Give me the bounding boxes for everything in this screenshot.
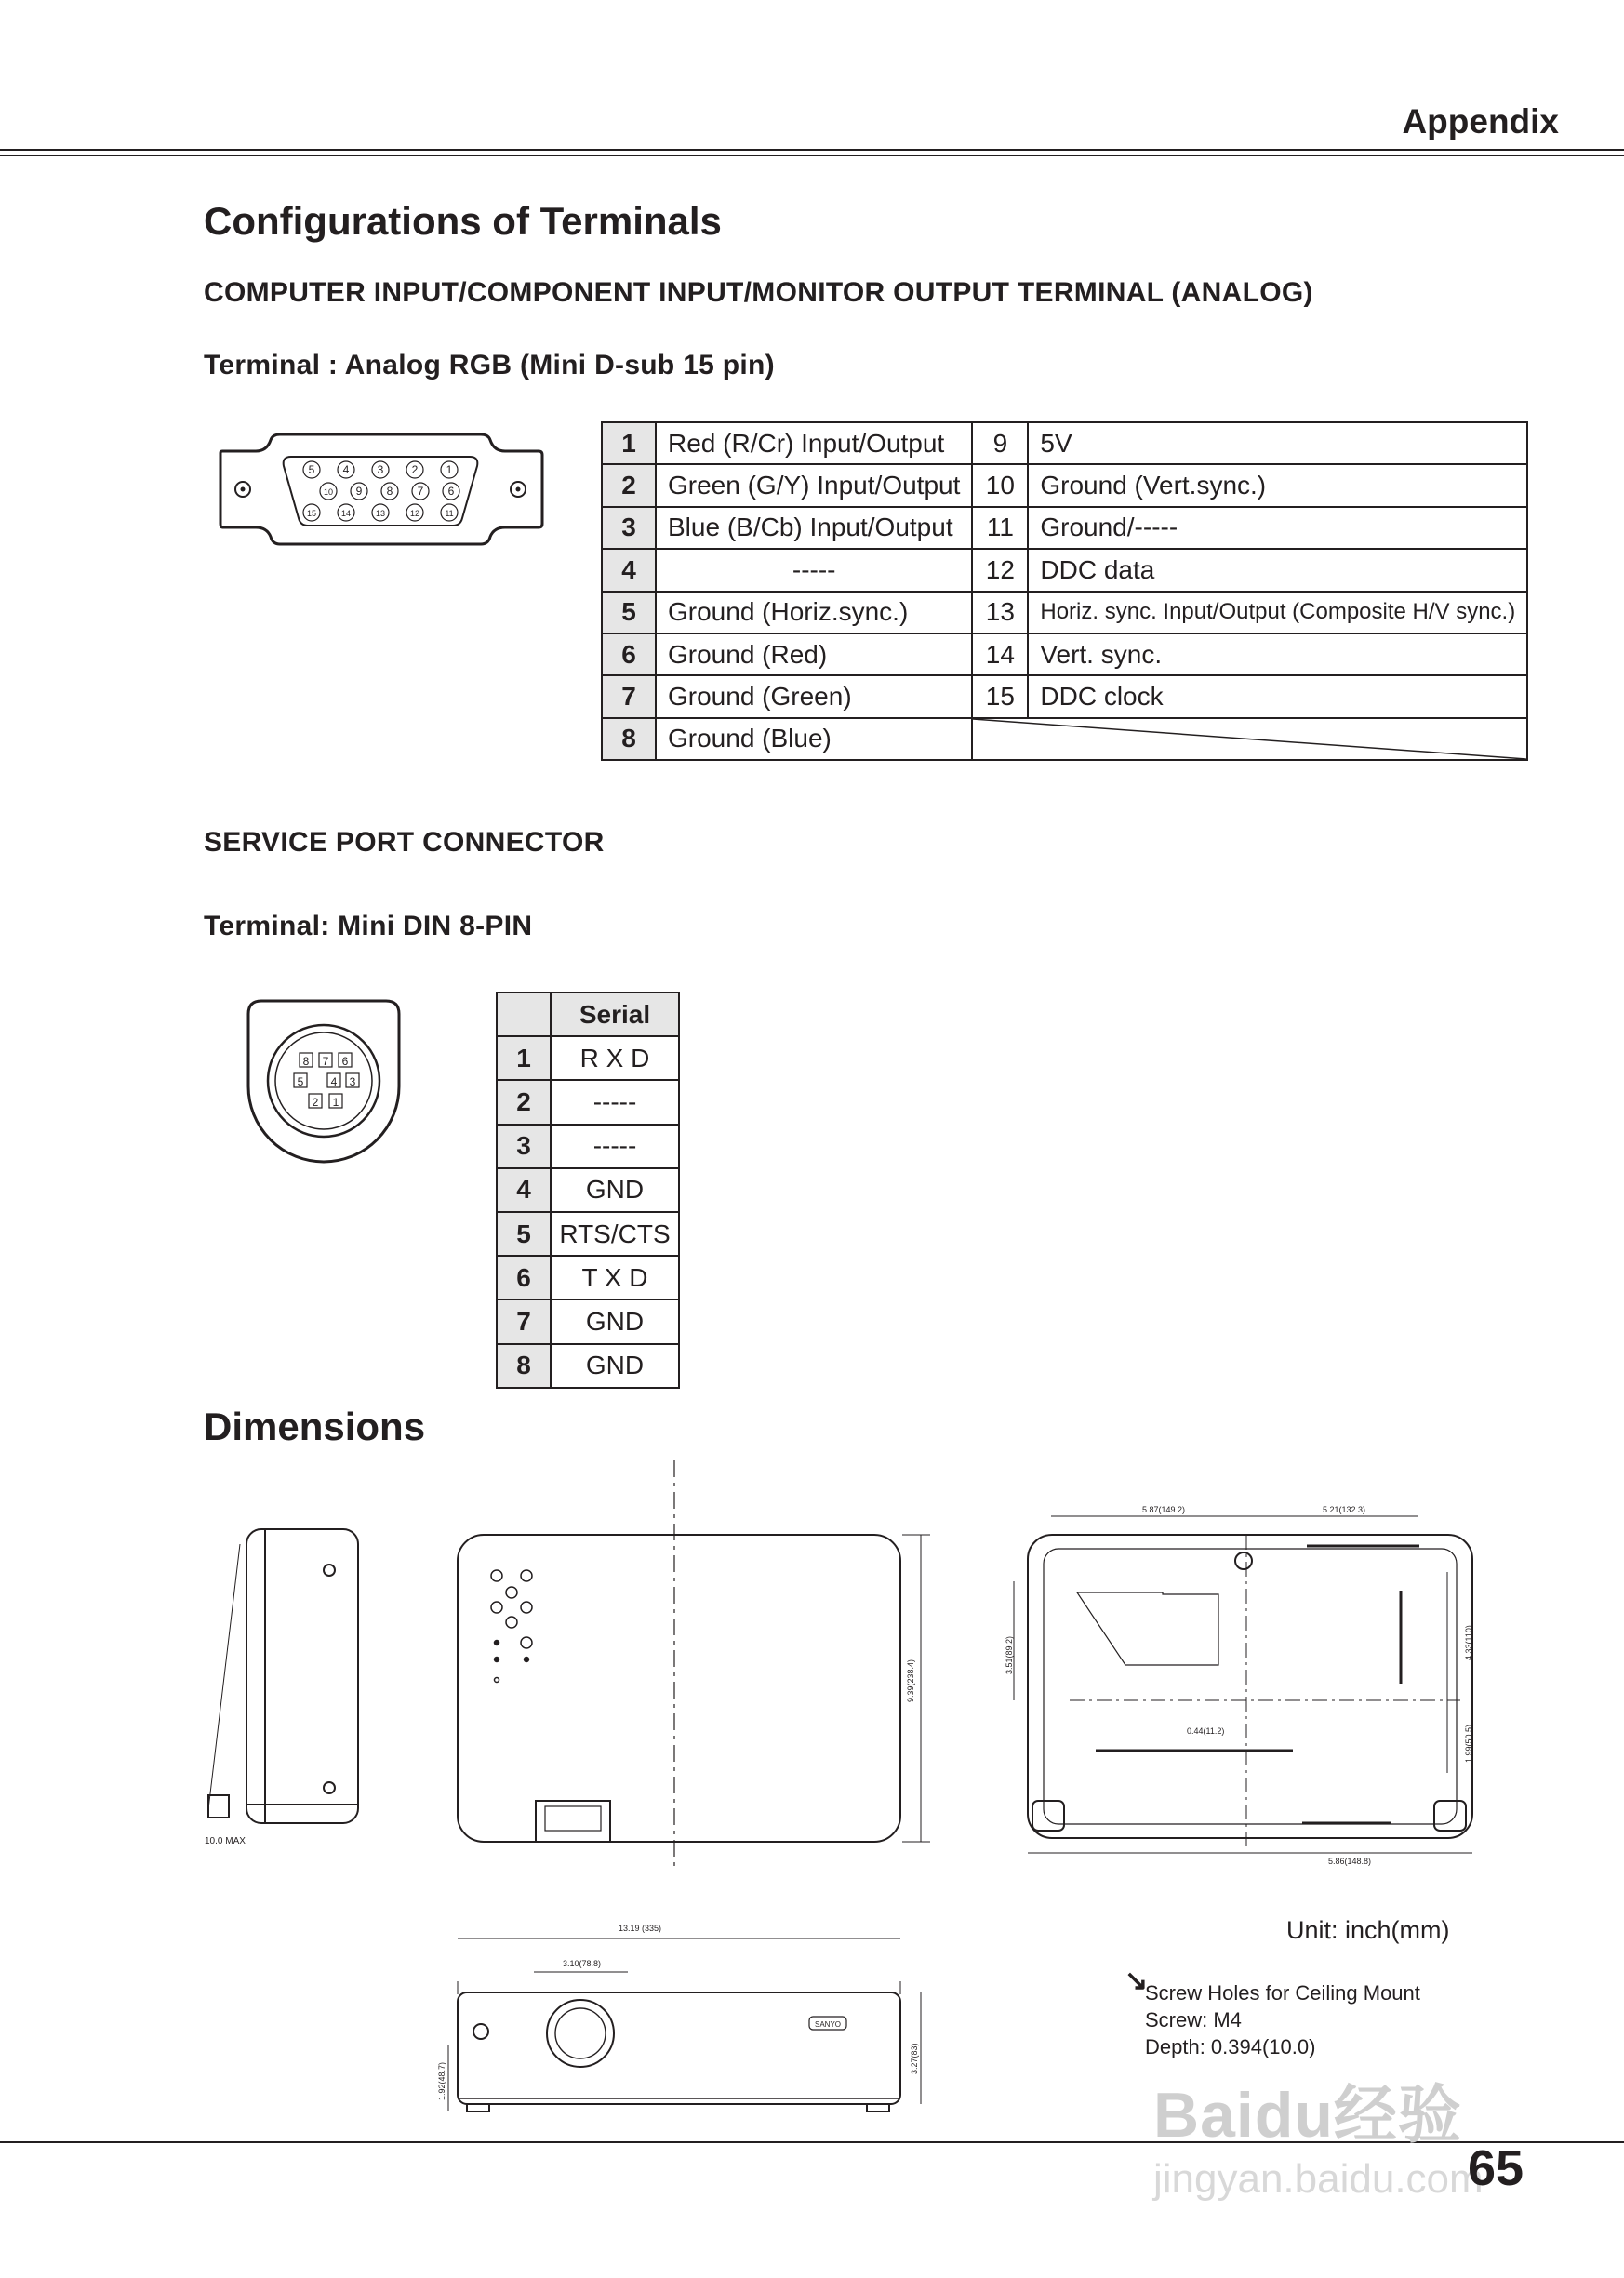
bottom-w1-label: 5.87(149.2) — [1142, 1505, 1186, 1514]
serial-pin-row — [497, 1125, 679, 1168]
pin-signal: GND — [551, 1344, 679, 1388]
pin-signal: Horiz. sync. Input/Output (Composite H/V sync.) — [1028, 592, 1527, 633]
pin-signal: Ground (Red) — [656, 633, 972, 675]
serial-pin-row — [497, 1168, 679, 1212]
bottom-w3-label: 5.86(148.8) — [1328, 1857, 1372, 1866]
front-lens-label: 3.10(78.8) — [563, 1959, 602, 1968]
serial-pin-row — [497, 1212, 679, 1256]
pin-signal: RTS/CTS — [551, 1212, 679, 1256]
pin-number: 14 — [972, 633, 1028, 675]
pin-number: 1 — [602, 422, 656, 464]
din-pin-label: 8 — [302, 1055, 310, 1068]
pin-signal: ----- — [551, 1080, 679, 1124]
serial-pin-row — [497, 1256, 679, 1299]
din-pin-label: 4 — [330, 1075, 338, 1088]
pin-number: 8 — [497, 1344, 551, 1388]
pin-number: 4 — [602, 549, 656, 591]
header-rule-top — [0, 149, 1624, 151]
pin-number: 10 — [972, 464, 1028, 506]
dsub-pin-label: 14 — [340, 509, 352, 518]
analog-pin-row — [602, 549, 1527, 591]
din-pin-label: 1 — [332, 1096, 339, 1109]
top-depth-label: 9.39(238.4) — [906, 1659, 915, 1702]
front-height-label: 3.27(83) — [910, 2043, 919, 2074]
pin-number: 6 — [497, 1256, 551, 1299]
dsub-pin-label: 7 — [417, 485, 424, 498]
analog-pin-row — [602, 507, 1527, 549]
bottom-offset-label: 0.44(11.2) — [1187, 1726, 1225, 1736]
screw-note-line1: Screw Holes for Ceiling Mount — [1145, 1981, 1420, 2005]
pin-signal: Ground (Green) — [656, 675, 972, 717]
side-view — [208, 1529, 358, 1823]
pin-signal: 5V — [1028, 422, 1527, 464]
pin-number: 13 — [972, 592, 1028, 633]
pin-signal: R X D — [551, 1036, 679, 1080]
baidu-watermark: Baidu经验 — [1153, 2080, 1462, 2151]
pin-number: 3 — [497, 1125, 551, 1168]
din-pin-label: 3 — [349, 1075, 356, 1088]
serial-pin-row — [497, 1344, 679, 1388]
pin-number: 11 — [972, 507, 1028, 549]
dsub-pin-label: 9 — [355, 485, 363, 498]
pin-number: 8 — [602, 718, 656, 760]
analog-terminal-label: Terminal : Analog RGB (Mini D-sub 15 pin) — [204, 350, 775, 380]
pin-signal: Blue (B/Cb) Input/Output — [656, 507, 972, 549]
bottom-h2-label: 4.33(110) — [1464, 1625, 1473, 1660]
serial-pin-row — [497, 1036, 679, 1080]
pin-number: 5 — [602, 592, 656, 633]
pin-signal: GND — [551, 1168, 679, 1212]
dsub15-connector-diagram — [209, 433, 553, 553]
front-base-label: 1.92(48.7) — [437, 2061, 446, 2100]
bottom-w2-label: 5.21(132.3) — [1323, 1505, 1366, 1514]
service-terminal-label: Terminal: Mini DIN 8-PIN — [204, 911, 533, 941]
pin-number: 1 — [497, 1036, 551, 1080]
pin-number: 9 — [972, 422, 1028, 464]
pin-signal: ----- — [656, 549, 972, 591]
terminals-title: Configurations of Terminals — [204, 199, 722, 243]
screw-arrow-icon: ↘ — [1125, 1965, 1149, 1996]
analog-heading: COMPUTER INPUT/COMPONENT INPUT/MONITOR OUTPUT TERMINAL (ANALOG) — [204, 277, 1313, 308]
bottom-h1-label: 3.51(89.2) — [1005, 1635, 1014, 1674]
pin-signal: ----- — [551, 1125, 679, 1168]
pin-signal: Red (R/Cr) Input/Output — [656, 422, 972, 464]
header-title: Appendix — [1402, 102, 1559, 140]
din-pin-label: 6 — [341, 1055, 349, 1068]
dsub-pin-label: 13 — [375, 509, 386, 518]
analog-pin-row — [602, 633, 1527, 675]
pin-number: 4 — [497, 1168, 551, 1212]
pin-number: 3 — [602, 507, 656, 549]
dimensions-title: Dimensions — [204, 1405, 426, 1448]
dsub-pin-label: 10 — [323, 487, 334, 497]
front-view — [448, 1938, 921, 2111]
din-pin-label: 5 — [297, 1075, 304, 1088]
dsub-pin-label: 12 — [409, 509, 420, 518]
pin-number: 6 — [602, 633, 656, 675]
pin-number: 7 — [602, 675, 656, 717]
screw-note — [1145, 1979, 1420, 2060]
header-rule-bottom — [0, 155, 1624, 156]
pin-signal: Ground (Vert.sync.) — [1028, 464, 1527, 506]
screw-note-line3: Depth: 0.394(10.0) — [1145, 2035, 1316, 2058]
dsub-pin-label: 2 — [411, 463, 419, 476]
dsub-pin-label: 3 — [377, 463, 384, 476]
din-pin-label: 2 — [312, 1096, 319, 1109]
serial-pin-row — [497, 1299, 679, 1343]
pin-number: 12 — [972, 549, 1028, 591]
pin-number: 2 — [497, 1080, 551, 1124]
pin-number: 5 — [497, 1212, 551, 1256]
dsub-pin-label: 15 — [306, 509, 317, 518]
service-heading: SERVICE PORT CONNECTOR — [204, 827, 605, 858]
dsub-pin-label: 8 — [386, 485, 393, 498]
page-number: 65 — [1468, 2140, 1524, 2196]
pin-signal: GND — [551, 1299, 679, 1343]
analog-pin-row — [602, 675, 1527, 717]
pin-signal: Vert. sync. — [1028, 633, 1527, 675]
pin-signal: Green (G/Y) Input/Output — [656, 464, 972, 506]
analog-pin-table — [601, 421, 1528, 761]
unit-label: Unit: inch(mm) — [1286, 1916, 1450, 1944]
analog-pin-row — [602, 422, 1527, 464]
analog-pin-row — [602, 464, 1527, 506]
pin-signal: DDC clock — [1028, 675, 1527, 717]
baidu-watermark-url: jingyan.baidu.com — [1153, 2156, 1484, 2202]
dsub-pin-label: 1 — [446, 463, 453, 476]
dsub-pin-label: 6 — [447, 485, 455, 498]
analog-pin-row — [602, 592, 1527, 633]
pin-signal: Ground (Horiz.sync.) — [656, 592, 972, 633]
dsub-pin-label: 4 — [342, 463, 350, 476]
front-brand-label: SANYO — [815, 2020, 842, 2029]
empty-cell — [972, 718, 1527, 760]
serial-pin-row — [497, 1080, 679, 1124]
dsub-pin-label: 5 — [308, 463, 315, 476]
pin-signal: DDC data — [1028, 549, 1527, 591]
service-pin-table — [496, 992, 680, 1389]
pin-signal: Ground/----- — [1028, 507, 1527, 549]
mini-din-connector-diagram — [237, 997, 414, 1165]
dsub-pin-label: 11 — [445, 509, 454, 518]
pin-number: 2 — [602, 464, 656, 506]
serial-column-header: Serial — [551, 992, 679, 1036]
pin-signal: T X D — [551, 1256, 679, 1299]
side-max-label: 10.0 MAX — [205, 1836, 246, 1846]
bottom-view — [1014, 1516, 1472, 1853]
corner-cell — [497, 992, 551, 1036]
serial-header-row — [497, 992, 679, 1036]
din-pin-label: 7 — [322, 1055, 329, 1068]
front-width-label: 13.19 (335) — [619, 1924, 662, 1933]
pin-signal: Ground (Blue) — [656, 718, 972, 760]
bottom-h3-label: 1.99(50.5) — [1464, 1724, 1473, 1763]
pin-number: 7 — [497, 1299, 551, 1343]
screw-note-line2: Screw: M4 — [1145, 2008, 1242, 2032]
analog-pin-row — [602, 718, 1527, 760]
pin-number: 15 — [972, 675, 1028, 717]
